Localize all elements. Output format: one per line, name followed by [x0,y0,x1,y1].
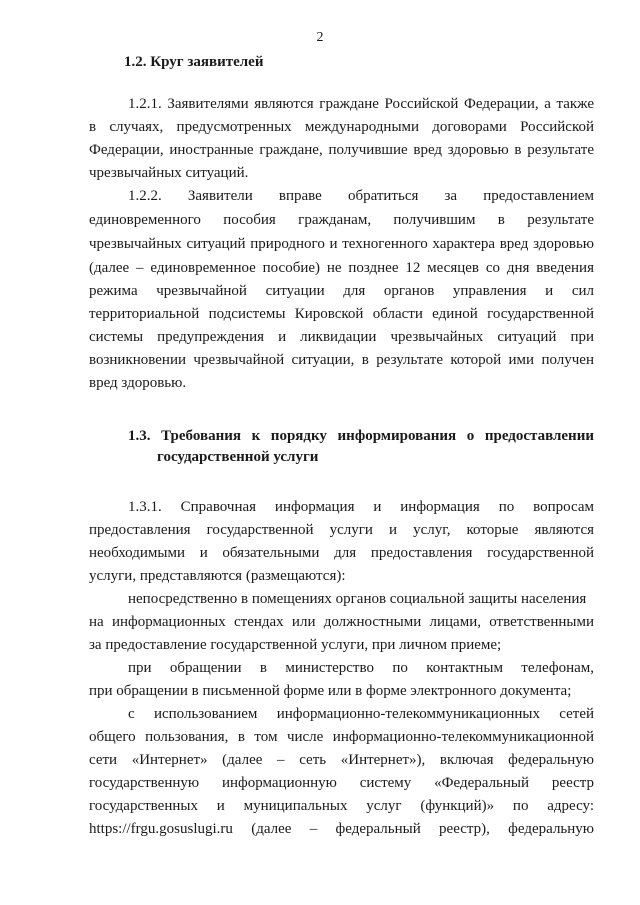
paragraph-line: режима чрезвычайной ситуации для органов управления и сил [89,283,594,299]
paragraph-line: предоставления государственной услуги и услуг, которые являются [89,522,594,538]
paragraph-line: государственную информационную систему «Федеральный реестр [89,775,594,791]
paragraph-line: чрезвычайных ситуаций природного и техногенного характера вред здоровью [89,236,594,252]
paragraph-line: на информационных стендах или должностными лицами, ответственными [89,614,594,630]
paragraph-line: возникновении чрезвычайной ситуации, в результате которой ими получен [89,352,594,368]
paragraph-line: в случаях, предусмотренных международными договорами Российской [89,119,594,135]
paragraph-line: (далее – единовременное пособие) не позднее 12 месяцев со дня введения [89,260,594,276]
paragraph-line: Федерации, иностранные граждане, получившие вред здоровью в результате [89,142,594,158]
paragraph-line: вред здоровью. [89,375,187,391]
paragraph-line: с использованием информационно-телекоммуникационных сетей [128,706,594,722]
paragraph-line: за предоставление государственной услуги, при личном приеме; [89,637,502,653]
section-heading-1-3: 1.3. Требования к порядку информирования о предоставлении [128,428,594,444]
paragraph-line: государственных и муниципальных услуг (функций)» по адресу: [89,798,594,814]
paragraph-line: услуги, представляются (размещаются): [89,568,346,584]
paragraph-line: чрезвычайных ситуаций. [89,165,249,181]
paragraph-line: системы предупреждения и ликвидации чрезвычайных ситуаций при [89,329,594,345]
section-heading-1-3-continued: государственной услуги [157,449,319,465]
paragraph-line: 1.2.1. Заявителями являются граждане Российской Федерации, а также [128,96,594,112]
paragraph-line: при обращении в письменной форме или в форме электронного документа; [89,683,572,699]
paragraph-line: необходимыми и обязательными для предоставления государственной [89,545,594,561]
section-heading-1-2: 1.2. Круг заявителей [124,54,264,70]
paragraph-line: общего пользования, в том числе информационно-телекоммуникационной [89,729,594,745]
paragraph-line: сети «Интернет» (далее – сеть «Интернет»), включая федеральную [89,752,594,768]
paragraph-line: при обращении в министерство по контактным телефонам, [128,660,594,676]
paragraph-line: 1.2.2. Заявители вправе обратиться за предоставлением [128,188,594,204]
page-number: 2 [316,30,324,45]
paragraph-line: непосредственно в помещениях органов социальной защиты населения [128,591,587,607]
paragraph-line: https://frgu.gosuslugi.ru (далее – федеральный реестр), федеральную [89,821,594,837]
paragraph-line: 1.3.1. Справочная информация и информация по вопросам [128,499,594,515]
paragraph-line: территориальной подсистемы Кировской области единой государственной [89,306,594,322]
paragraph-line: единовременного пособия гражданам, получившим в результате [89,212,594,228]
